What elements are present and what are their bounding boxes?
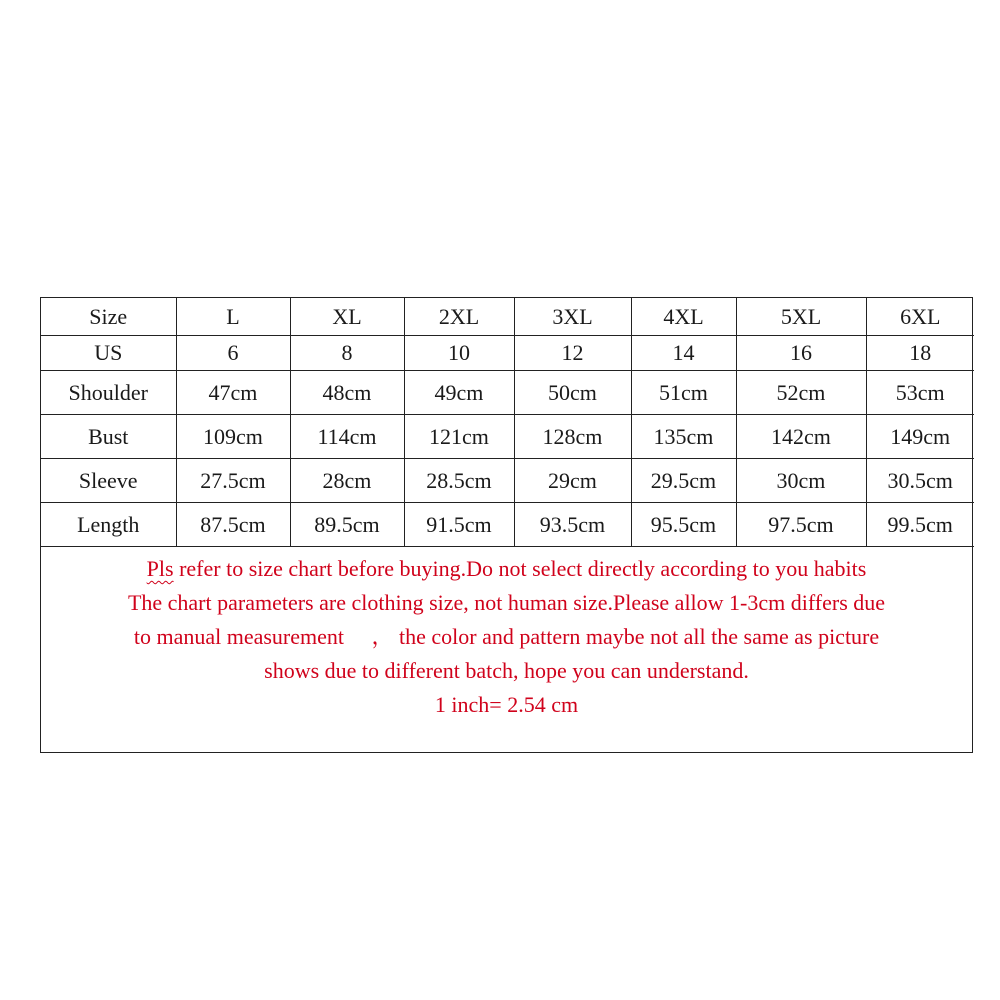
table-cell: 99.5cm	[866, 503, 974, 547]
table-cell: 49cm	[404, 371, 514, 415]
table-cell: 14	[631, 336, 736, 371]
row-label: Sleeve	[41, 459, 176, 503]
table-cell: 18	[866, 336, 974, 371]
table-cell: 51cm	[631, 371, 736, 415]
note-line: to manual measurement ， the color and pattern maybe not all the same as picture	[133, 624, 880, 649]
table-cell: 16	[736, 336, 866, 371]
header-cell: Size	[41, 298, 176, 336]
table-cell: 128cm	[514, 415, 631, 459]
table-cell: 29.5cm	[631, 459, 736, 503]
size-table	[41, 298, 974, 547]
header-cell: 4XL	[631, 298, 736, 336]
table-cell: 95.5cm	[631, 503, 736, 547]
table-cell: 93.5cm	[514, 503, 631, 547]
table-cell: 29cm	[514, 459, 631, 503]
row-label: Shoulder	[41, 371, 176, 415]
table-cell: 142cm	[736, 415, 866, 459]
table-cell: 114cm	[290, 415, 404, 459]
size-chart	[40, 297, 973, 753]
table-cell: 27.5cm	[176, 459, 290, 503]
table-cell: 109cm	[176, 415, 290, 459]
header-cell: 2XL	[404, 298, 514, 336]
table-cell: 8	[290, 336, 404, 371]
table-cell: 12	[514, 336, 631, 371]
table-row-us	[41, 336, 974, 371]
size-notes	[41, 547, 972, 722]
header-cell: 3XL	[514, 298, 631, 336]
table-cell: 53cm	[866, 371, 974, 415]
note-word-pls: Pls	[146, 556, 174, 581]
table-cell: 97.5cm	[736, 503, 866, 547]
table-cell: 149cm	[866, 415, 974, 459]
table-header-row	[41, 298, 974, 336]
note-line: The chart parameters are clothing size, not human size.Please allow 1-3cm differs due	[127, 590, 886, 615]
table-cell: 91.5cm	[404, 503, 514, 547]
table-cell: 6	[176, 336, 290, 371]
table-cell: 50cm	[514, 371, 631, 415]
table-row-length	[41, 503, 974, 547]
table-cell: 121cm	[404, 415, 514, 459]
row-label: US	[41, 336, 176, 371]
table-cell: 10	[404, 336, 514, 371]
table-cell: 30cm	[736, 459, 866, 503]
header-cell: L	[176, 298, 290, 336]
note-line: shows due to different batch, hope you can understand.	[264, 658, 749, 683]
row-label: Length	[41, 503, 176, 547]
table-cell: 135cm	[631, 415, 736, 459]
table-cell: 30.5cm	[866, 459, 974, 503]
header-cell: XL	[290, 298, 404, 336]
table-cell: 28.5cm	[404, 459, 514, 503]
table-cell: 87.5cm	[176, 503, 290, 547]
header-cell: 6XL	[866, 298, 974, 336]
row-label: Bust	[41, 415, 176, 459]
note-text: refer to size chart before buying.Do not select directly according to you habits	[173, 556, 867, 581]
table-cell: 52cm	[736, 371, 866, 415]
table-cell: 28cm	[290, 459, 404, 503]
note-line	[41, 552, 972, 586]
table-cell: 47cm	[176, 371, 290, 415]
note-inch-conversion: 1 inch= 2.54 cm	[434, 692, 579, 717]
table-cell: 89.5cm	[290, 503, 404, 547]
table-row-bust	[41, 415, 974, 459]
header-cell: 5XL	[736, 298, 866, 336]
table-row-sleeve	[41, 459, 974, 503]
table-row-shoulder	[41, 371, 974, 415]
table-cell: 48cm	[290, 371, 404, 415]
